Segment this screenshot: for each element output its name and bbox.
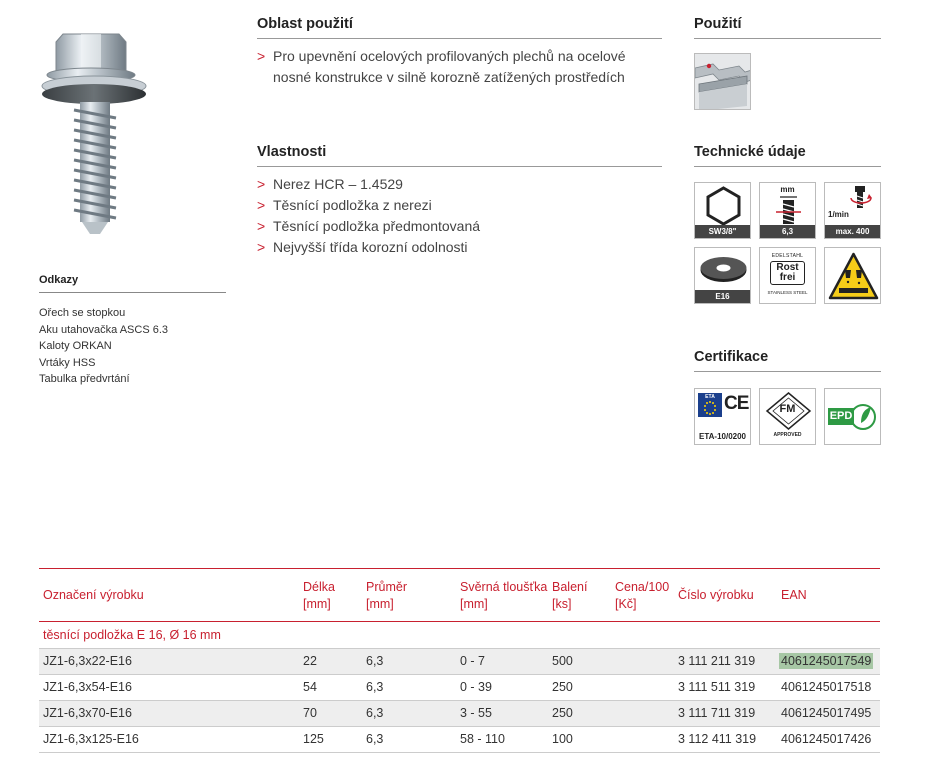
tile-fm-approved	[759, 388, 816, 445]
header-ean: EAN	[781, 588, 807, 602]
table-row[interactable]: JZ1-6,3x70-E16 70 6,3 3 - 55 250 3 111 711 319 4061245017495	[39, 701, 880, 727]
header-diameter: Průměr [mm]	[366, 580, 407, 611]
property-item: > Nerez HCR – 1.4529	[257, 174, 662, 195]
tile-hex-drive	[694, 182, 751, 239]
diameter-unit: mm	[780, 185, 795, 194]
header-price: Cena/100 [Kč]	[615, 580, 670, 611]
properties-section	[257, 144, 662, 258]
tile-epd	[824, 388, 881, 445]
application-title: Použití	[694, 16, 881, 39]
application-image	[694, 53, 751, 110]
header-item-number: Číslo výrobku	[678, 588, 754, 602]
usage-section	[257, 16, 662, 88]
screw-diameter-icon	[760, 194, 816, 226]
cert-title: Certifikace	[694, 349, 881, 372]
header-length: Délka [mm]	[303, 580, 335, 611]
diameter-caption: 6,3	[760, 225, 815, 238]
screw-image	[36, 28, 166, 238]
corrosive-warning-icon	[825, 248, 881, 304]
product-table	[39, 568, 880, 753]
usage-item: > Pro upevnění ocelových profilovaných plechů na ocelové nosné konstrukce v silně korozně zatížených prostředích	[257, 46, 662, 88]
speed-caption: max. 400	[825, 225, 880, 238]
washer-caption: E16	[695, 290, 750, 303]
links-title: Odkazy	[39, 274, 226, 293]
bullet-arrow-icon: >	[257, 239, 266, 255]
eta-logo: ETA	[698, 393, 722, 417]
speed-unit: 1/min	[828, 210, 849, 219]
tile-speed	[824, 182, 881, 239]
steel-profile-icon	[695, 54, 751, 110]
header-product-name: Označení výrobku	[43, 588, 144, 602]
header-clamp-thickness: Svěrná tloušťka [mm]	[460, 580, 548, 611]
property-item: > Těsnící podložka předmontovaná	[257, 216, 662, 237]
stainless-bottom-text: STAINLESS STEEL	[767, 290, 808, 295]
header-package: Balení [ks]	[552, 580, 588, 611]
table-row[interactable]: JZ1-6,3x125-E16 125 6,3 58 - 110 100 3 112 411 319 4061245017426	[39, 727, 880, 753]
fm-label: FM	[779, 403, 796, 415]
hex-icon	[695, 183, 751, 227]
eta-number: ETA-10/0200	[699, 432, 746, 441]
tile-corrosion	[824, 247, 881, 304]
table-header	[39, 569, 880, 622]
ean-highlighted: 4061245017549	[781, 654, 872, 668]
link-nut-with-shank[interactable]: Ořech se stopkou	[39, 307, 126, 319]
property-item: > Nejvyšší třída korozní odolnosti	[257, 237, 662, 258]
link-hss-drills[interactable]: Vrtáky HSS	[39, 356, 96, 369]
fm-approved-text: APPROVED	[773, 432, 802, 438]
washer-icon	[695, 248, 751, 292]
bullet-arrow-icon: >	[257, 48, 266, 64]
tile-eta-ce	[694, 388, 751, 445]
table-section-label: těsnící podložka E 16, Ø 16 mm	[39, 622, 880, 649]
bullet-arrow-icon: >	[257, 197, 266, 213]
tile-diameter	[759, 182, 816, 239]
table-row[interactable]: JZ1-6,3x54-E16 54 6,3 0 - 39 250 3 111 511 319 4061245017518	[39, 675, 880, 701]
epd-label: EPD	[828, 408, 854, 425]
link-predrill-table[interactable]: Tabulka předvrtání	[39, 373, 130, 386]
link-cordless-driver[interactable]: Aku utahovačka ASCS 6.3	[39, 323, 169, 336]
ce-mark: CE	[724, 393, 749, 414]
tile-washer	[694, 247, 751, 304]
application-section	[694, 16, 881, 39]
links-list	[39, 305, 226, 388]
eu-stars-icon	[702, 400, 718, 416]
properties-title: Vlastnosti	[257, 144, 662, 167]
stainless-badge: Rost frei	[770, 261, 805, 285]
links-section	[39, 274, 226, 388]
property-item: > Těsnící podložka z nerezi	[257, 195, 662, 216]
tile-stainless	[759, 247, 816, 304]
link-orkan-caps[interactable]: Kaloty ORKAN	[39, 340, 112, 353]
stainless-top-text: EDELSTAHL	[771, 253, 804, 259]
bullet-arrow-icon: >	[257, 176, 266, 192]
tech-title: Technické údaje	[694, 144, 881, 167]
tech-section	[694, 144, 881, 167]
hex-caption: SW3/8"	[695, 225, 750, 238]
table-row[interactable]: JZ1-6,3x22-E16 22 6,3 0 - 7 500 3 111 211 319 4061245017549	[39, 649, 880, 675]
cert-section	[694, 349, 881, 372]
bullet-arrow-icon: >	[257, 218, 266, 234]
usage-title: Oblast použití	[257, 16, 662, 39]
